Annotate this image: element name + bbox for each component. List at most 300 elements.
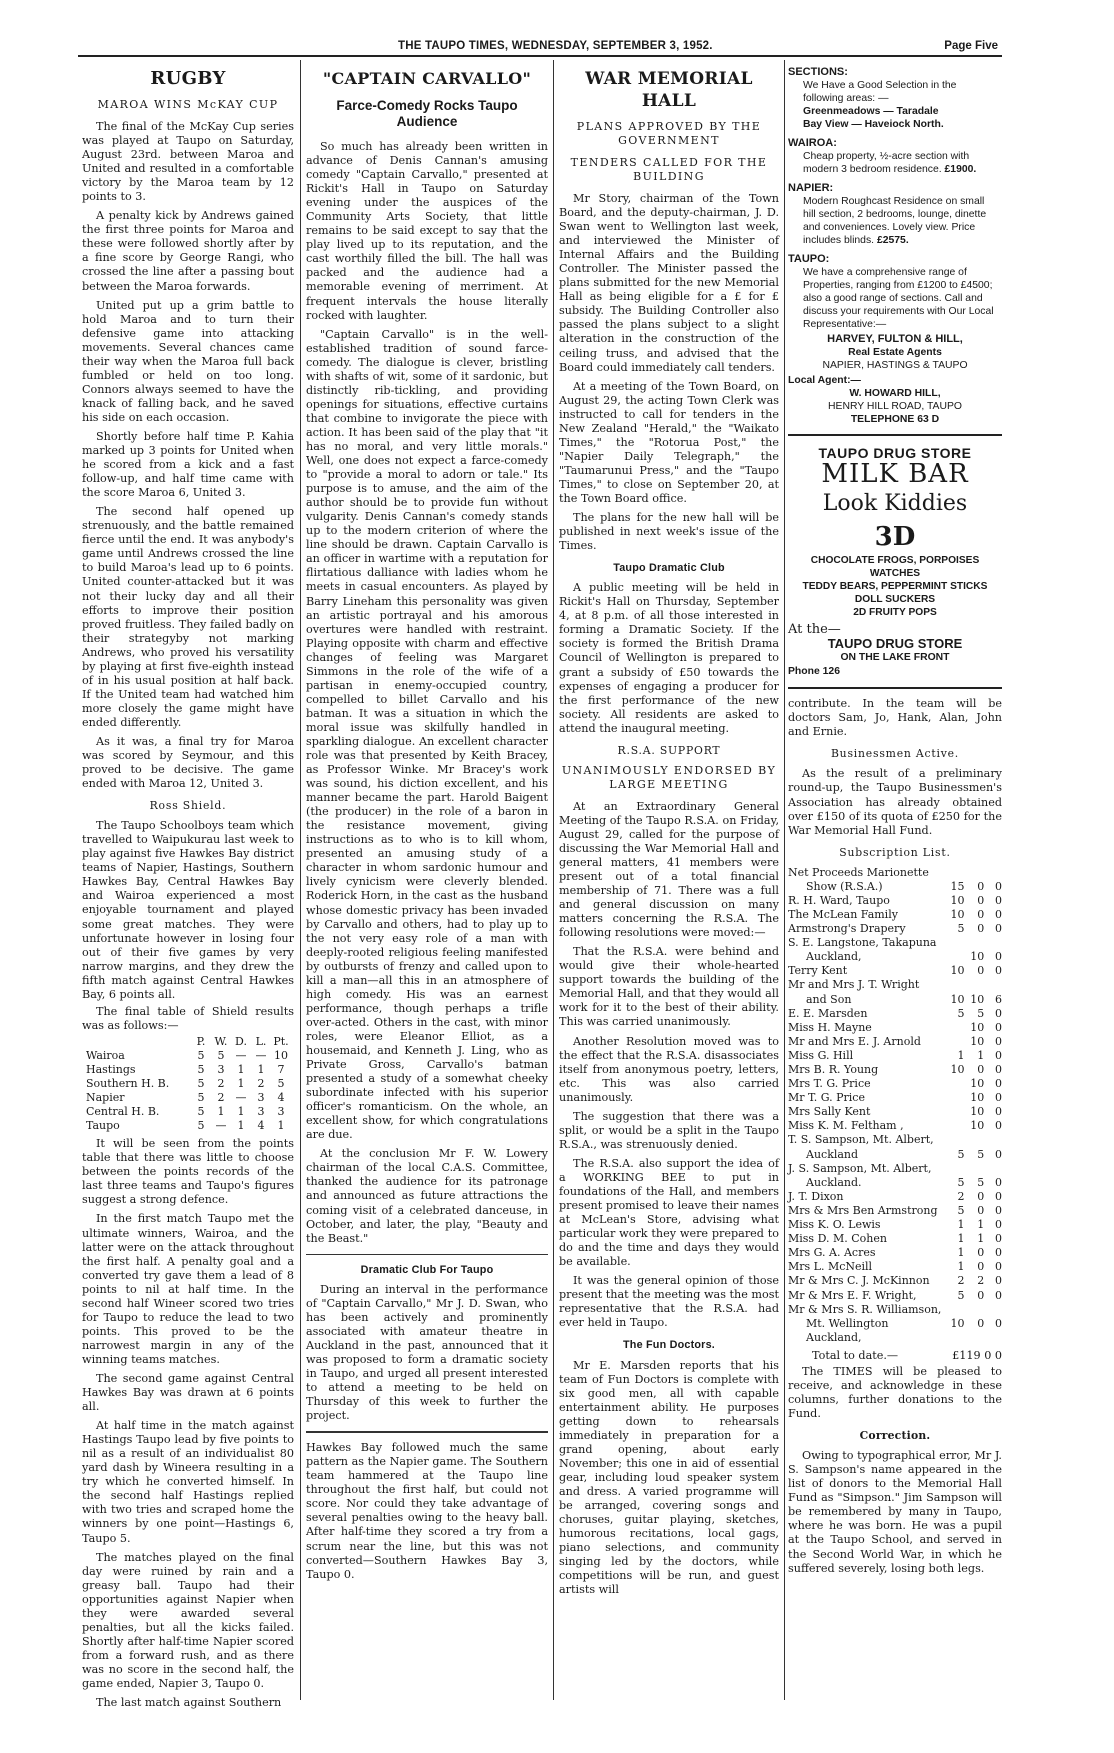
paragraph: A penalty kick by Andrews gained the first three points for Maroa and these were followed shortly after by a fine score by George Rangi, who crossed the line after a passing bout between the Maroa forwards. bbox=[82, 209, 294, 293]
table-cell: Mrs & Mrs Ben Armstrong bbox=[788, 1203, 938, 1217]
table-cell bbox=[984, 1133, 1002, 1147]
table-cell: 0 bbox=[977, 1063, 985, 1077]
ross-shield-heading: Ross Shield. bbox=[149, 799, 227, 813]
ad-firm-loc: NAPIER, HASTINGS & TAUPO bbox=[822, 360, 968, 371]
table-cell bbox=[945, 1162, 965, 1176]
ad-heading: SECTIONS: bbox=[788, 66, 848, 78]
table-cell: Mr T. G. Price bbox=[788, 1091, 865, 1105]
rsa-subhead: UNANIMOUSLY ENDORSED BY LARGE MEETING bbox=[561, 763, 777, 791]
ad-heading: WAIROA: bbox=[788, 137, 837, 149]
table-row bbox=[788, 1218, 1002, 1232]
table-row bbox=[788, 1133, 1002, 1147]
table-cell: 1 bbox=[217, 1105, 225, 1119]
table-row bbox=[788, 1176, 1002, 1190]
ad-agent-label: Local Agent:— bbox=[788, 375, 861, 386]
table-cell: 5 bbox=[957, 1147, 965, 1161]
table-cell: Miss H. Mayne bbox=[788, 1020, 872, 1034]
ad-price: £1900. bbox=[944, 164, 977, 175]
column-rugby bbox=[82, 62, 294, 1710]
table-cell: 0 bbox=[995, 964, 1002, 978]
table-cell: 0 bbox=[977, 1189, 985, 1203]
table-row bbox=[82, 1091, 291, 1105]
ad-text bbox=[788, 195, 1002, 247]
table-cell: 0 bbox=[995, 879, 1002, 893]
table-cell: — bbox=[255, 1048, 267, 1062]
paragraph: The TIMES will be pleased to receive, and acknowledge in these columns, further donations to the Fund. bbox=[788, 1364, 1002, 1421]
table-row bbox=[788, 1317, 1002, 1345]
table-cell: 1 bbox=[237, 1105, 245, 1119]
table-header-cell: L. bbox=[255, 1034, 267, 1048]
paragraph: The suggestion that there was a split, or would be a split in the Taupo R.S.A., was strenuously denied. bbox=[559, 1109, 779, 1151]
table-cell: The McLean Family bbox=[788, 907, 898, 921]
table-cell: 4 bbox=[277, 1091, 285, 1105]
table-header-cell: W. bbox=[214, 1034, 228, 1048]
table-cell: 5 bbox=[197, 1077, 205, 1091]
table-cell: 0 bbox=[995, 1063, 1002, 1077]
ad-at: At the— bbox=[788, 622, 841, 638]
carvallo-subhead: Farce-Comedy Rocks Taupo Audience bbox=[336, 98, 518, 129]
table-cell: 1 bbox=[957, 1232, 965, 1246]
table-header-cell: Pt. bbox=[273, 1034, 289, 1048]
table-cell: 1 bbox=[237, 1063, 245, 1076]
paragraph: During an interval in the performance of "Captain Carvallo," Mr J. D. Swan, who has been actively and prominently associated with amateur theatre in Auckland in the past, announced that it was proposed to form a dramatic society in Taupo, and urged all present interested to attend a meeting to be held on Thursday of this week to further the project. bbox=[306, 1282, 548, 1423]
paragraph: That the R.S.A. were behind and would give their whole-hearted support towards the building of the Memorial Hall, and that they would all work for it to the best of their ability. This was carried unanimously. bbox=[559, 945, 779, 1029]
table-cell: 0 bbox=[995, 1077, 1002, 1091]
shield-table bbox=[82, 1035, 291, 1133]
paragraph: As the result of a preliminary round-up, the Taupo Businessmen's Association has already obtained over £150 of its quota of £250 for the War Memorial Hall Fund. bbox=[788, 767, 1002, 837]
total-row bbox=[788, 1349, 1002, 1363]
table-cell: 0 bbox=[977, 1316, 985, 1330]
table-cell: 0 bbox=[995, 1232, 1002, 1246]
table-cell: Miss G. Hill bbox=[788, 1048, 854, 1062]
table-cell: 0 bbox=[995, 1091, 1002, 1105]
ad-text: We Have a Good Selection in the following areas: — bbox=[803, 80, 957, 104]
paragraph: The R.S.A. also support the idea of a WORKING BEE to put in foundations of the Hall, and members present promised to leave their names at McLean's Store, advising what particular work they were prepared to do and the time and days they would be available. bbox=[559, 1156, 779, 1269]
table-cell: Southern H. B. bbox=[86, 1077, 170, 1091]
table-cell: 2 bbox=[217, 1077, 225, 1091]
rugby-headline: RUGBY bbox=[150, 68, 226, 89]
table-cell: 2 bbox=[977, 1274, 985, 1288]
table-cell: Mr & Mrs C. J. McKinnon bbox=[788, 1274, 930, 1288]
subscription-list bbox=[788, 866, 1002, 1345]
total-value: £119 0 0 bbox=[952, 1348, 1002, 1362]
table-cell: 0 bbox=[977, 1260, 985, 1274]
table-cell: 10 bbox=[950, 1063, 965, 1077]
table-cell bbox=[945, 1077, 965, 1091]
rugby-body bbox=[82, 120, 294, 791]
table-row bbox=[788, 1091, 1002, 1105]
table-cell: Mr and Mrs E. J. Arnold bbox=[788, 1034, 921, 1048]
table-cell: 2 bbox=[957, 1189, 965, 1203]
table-cell: 5 bbox=[197, 1105, 205, 1119]
paragraph: As it was, a final try for Maroa was scored by Seymour, and this proved to be decisive. The game ended with Maroa 12, United 3. bbox=[82, 734, 294, 791]
table-cell: 10 bbox=[950, 893, 965, 907]
table-cell: 0 bbox=[977, 879, 985, 893]
table-cell: 5 bbox=[957, 1175, 965, 1189]
ad-text bbox=[788, 150, 1002, 176]
paragraph: The last match against Southern bbox=[96, 1696, 282, 1710]
table-cell: Mt. Wellington Auckland, bbox=[806, 1316, 889, 1344]
ad-line: DOLL SUCKERS bbox=[854, 594, 936, 606]
subscription-heading: Subscription List. bbox=[839, 845, 951, 859]
table-cell: 0 bbox=[995, 1020, 1002, 1034]
table-cell: Mr and Mrs J. T. Wright bbox=[788, 978, 920, 992]
ad-agent-addr: HENRY HILL ROAD, TAUPO bbox=[828, 401, 962, 412]
masthead-rule bbox=[78, 55, 1002, 57]
table-row bbox=[82, 1105, 291, 1119]
table-cell: 10 bbox=[970, 1077, 985, 1091]
paragraph: "Captain Carvallo" is in the well-established tradition of sound farce-comedy. The dialogue is clever, bristling with shafts of wit, some of it sardonic, but distinctly rib-tickling, and providing openings for situations, effective curtains that combine to invigorate the piece with action. It has been said of the play that "it has no moral, and very little morals." Well, one does not expect a farce-comedy to "provide a moral to adorn or tale." Its purpose is to amuse, and the aim of the author should be to provide fun without vulgarity. Denis Cannan's comedy stands up to the modern criterion of where the line should be drawn. Captain Carvallo is an officer in wartime with a reputation for flirtatious dalliance with ladies whom he meets in casual encounters. As played by Barry Lineham this personality was given an artistic portrayal and his amorous overtures were handled with restraint. Playing opposite with charm and effective changes of feeling was Margaret Simmons in the role of the wife of a partisan in enemy-occupied country, compelled to billet Carvallo and his batman. It was a situation in which the moral issue was skilfully handled in sparkling dialogue. An excellent character role was that presented by Keith Bracey, as Professor Winke. Mr Bracey's work was sound, his diction excellent, and his manner became the part. Harold Baigent (the producer) in the role of a baron in the resistance movement, giving instructions as to who is to kill whom, presented an amusing study of a character in whom sardonic humour and lively cynicism were cleverly blended. Roderick Horn, in the cast as the husband whose domestic privacy has been invaded by Carvallo and others, had to play up to the not very easy role of a man with deeply-rooted religious feeling manifested by outbursts of frenzy and called upon to kill a man—all this in an atmosphere of high comedy. His was an earnest performance, though perhaps a trifle over-acted. Others in the cast, with minor roles, were Eleanor Elliot, as a housemaid, and Kenneth J. Ling, who as Private Gross, Carvallo's batman presented a study of a somewhat cheeky subordinate infected with his superior officer's romanticism. On the whole, an excellent show, for which congratulations are due. bbox=[306, 327, 548, 1142]
table-cell: 10 bbox=[950, 964, 965, 978]
table-cell: 5 bbox=[197, 1063, 205, 1076]
table-cell: 0 bbox=[977, 1203, 985, 1217]
table-cell: 10 bbox=[950, 907, 965, 921]
table-cell: Mrs T. G. Price bbox=[788, 1077, 871, 1091]
table-cell: Terry Kent bbox=[788, 964, 848, 978]
ad-text: We have a comprehensive range of Properties, ranging from £1200 to £4500; also a good range of sections. Call and discuss your requirements with Our Local Representative:— bbox=[803, 267, 994, 330]
ad-agent-tel: TELEPHONE 63 D bbox=[850, 414, 940, 425]
paragraph: Mr Story, chairman of the Town Board, and the deputy-chairman, J. D. Swan went to Wellington last week, and interviewed the Minister of Internal Affairs and the Building Controller. The Minister passed the plans submitted for the new Memorial Hall as being eligible for a £ for £ subsidy. The Building Controller also passed the plans subject to a slight alteration in the construction of the ceiling truss, and advised that the Board could immediately call tenders. bbox=[559, 192, 779, 374]
drug-store-ad bbox=[788, 434, 1002, 689]
table-cell bbox=[945, 936, 965, 950]
table-row bbox=[788, 1232, 1002, 1246]
table-row bbox=[788, 1303, 1002, 1317]
table-cell bbox=[945, 950, 965, 964]
table-cell: 3 bbox=[257, 1091, 265, 1105]
table-row bbox=[788, 908, 1002, 922]
section-divider bbox=[306, 1254, 548, 1255]
table-cell: Mrs L. McNeill bbox=[788, 1260, 873, 1274]
table-cell: 2 bbox=[217, 1091, 225, 1105]
paragraph: The final of the McKay Cup series was played at Taupo on Saturday, August 23rd. between Maroa and United and resulted in a comfortable victory by the Maroa team by 12 points to 3. bbox=[82, 120, 294, 204]
table-row bbox=[788, 1119, 1002, 1133]
table-row bbox=[788, 1162, 1002, 1176]
war-hall-headline: WAR MEMORIAL HALL bbox=[585, 69, 753, 111]
table-cell: Mr & Mrs S. R. Williamson, bbox=[788, 1302, 942, 1316]
table-row bbox=[788, 1049, 1002, 1063]
taupo-dramatic-club-heading: Taupo Dramatic Club bbox=[613, 562, 725, 575]
table-cell: 10 bbox=[970, 1105, 985, 1119]
table-cell bbox=[945, 978, 965, 992]
war-hall-subhead: PLANS APPROVED BY THE GOVERNMENT bbox=[576, 120, 762, 147]
column-rule bbox=[300, 60, 301, 1700]
table-cell: 0 bbox=[977, 907, 985, 921]
table-cell: 1 bbox=[957, 1218, 965, 1232]
table-cell bbox=[984, 978, 1002, 992]
table-cell: J. T. Dixon bbox=[788, 1189, 844, 1203]
table-cell: 1 bbox=[957, 1246, 965, 1260]
table-cell bbox=[984, 1303, 1002, 1317]
table-cell: 5 bbox=[277, 1077, 285, 1091]
table-cell: Hastings bbox=[86, 1063, 136, 1076]
table-cell: 0 bbox=[995, 1105, 1002, 1119]
paragraph: Mr E. Marsden reports that his team of Fun Doctors is complete with six good men, all with capable entertainment ability. He purposes getting down to rehearsals immediately in preparation for a grand opening, about early November; this one in aid of essential gear, including loud speaker system and dress. A varied programme will be arranged, covering songs and choruses, guitar playing, sketches, humorous recitations, local gags, piano selections, and community singing led by the doctors, while competitions will be run, and guest artists will bbox=[559, 1358, 779, 1597]
real-estate-ad bbox=[788, 66, 1002, 426]
table-cell: T. S. Sampson, Mt. Albert, bbox=[788, 1133, 934, 1147]
table-cell: 5 bbox=[977, 1006, 985, 1020]
table-cell: 1 bbox=[277, 1119, 285, 1133]
businessmen-heading: Businessmen Active. bbox=[830, 747, 960, 761]
table-cell: 10 bbox=[970, 1119, 985, 1133]
table-row bbox=[788, 1289, 1002, 1303]
ad-store-2: TAUPO DRUG STORE bbox=[827, 636, 963, 652]
table-row bbox=[788, 1035, 1002, 1049]
table-row bbox=[788, 1063, 1002, 1077]
paragraph: The Taupo Schoolboys team which travelled to Waipukurau last week to play against five Hawkes Bay district teams of Napier, Hastings, Southern Hawkes Bay, Central Hawkes Bay and Wairoa experienced a most enjoyable tournament and played some great matches. They were unfortunate however in losing four out of their five games by very narrow margins, and they drew the fifth match against Central Hawkes Bay, 6 points all. bbox=[82, 819, 294, 1001]
paragraph: The final table of Shield results was as follows:— bbox=[82, 1004, 294, 1032]
ad-text: Modern Roughcast Residence on small hill section, 2 bedrooms, lounge, dinette and conveniences. Lovely view. Price includes blinds. bbox=[803, 196, 987, 246]
table-cell: 3 bbox=[277, 1105, 285, 1119]
ad-heading: NAPIER: bbox=[788, 182, 834, 194]
table-cell bbox=[945, 1303, 965, 1317]
table-cell: 10 bbox=[950, 1316, 965, 1330]
table-cell bbox=[965, 978, 985, 992]
paragraph: At an Extraordinary General Meeting of the Taupo R.S.A. on Friday, August 29, called for the purpose of discussing the War Memorial Hall and general matters, 41 members were present out of a total financial membership of 71. There was a full and general discussion on many matters concerning the R.S.A. The following resolutions were moved:— bbox=[559, 799, 779, 940]
table-cell: 0 bbox=[995, 1246, 1002, 1260]
table-cell: Central H. B. bbox=[86, 1105, 160, 1119]
rsa-support-heading: R.S.A. SUPPORT bbox=[617, 743, 721, 757]
table-cell bbox=[945, 1035, 965, 1049]
ad-kiddies: Look Kiddies bbox=[822, 491, 968, 517]
table-cell: Show (R.S.A.) bbox=[806, 879, 883, 893]
table-cell: 0 bbox=[995, 1048, 1002, 1062]
table-row bbox=[788, 1021, 1002, 1035]
table-row bbox=[788, 1077, 1002, 1091]
table-cell: 0 bbox=[995, 1203, 1002, 1217]
table-cell: 0 bbox=[977, 1288, 985, 1302]
table-row bbox=[788, 866, 1002, 880]
ad-phone: Phone 126 bbox=[788, 666, 840, 678]
table-cell: 2 bbox=[957, 1274, 965, 1288]
paragraph: It will be seen from the points table that there was little to choose between the points records of the last three teams and Taupo's figures suggest a strong defence. bbox=[82, 1137, 294, 1207]
table-row bbox=[788, 1148, 1002, 1162]
table-cell: Mrs G. A. Acres bbox=[788, 1246, 876, 1260]
shield-table-header bbox=[82, 1035, 291, 1049]
table-cell: 1 bbox=[237, 1077, 245, 1091]
table-cell: 0 bbox=[995, 950, 1002, 964]
table-cell: — bbox=[235, 1091, 247, 1105]
table-cell: 1 bbox=[957, 1260, 965, 1274]
table-cell: 10 bbox=[970, 1034, 985, 1048]
table-row bbox=[788, 950, 1002, 964]
table-row bbox=[788, 993, 1002, 1007]
table-cell: 7 bbox=[277, 1063, 285, 1076]
table-cell bbox=[965, 1162, 985, 1176]
table-cell: Auckland. bbox=[806, 1175, 862, 1189]
table-cell: 10 bbox=[950, 992, 965, 1006]
column-ads-subscriptions bbox=[788, 62, 1002, 1702]
column-rule bbox=[784, 60, 785, 1700]
paragraph: Owing to typographical error, Mr J. S. Sampson's name appeared in the list of donors to the Memorial Hall Fund as "Simpson." Jim Sampson will be remembered by many in Taupo, where he was born. He was a pupil at the Taupo School, and served in the Second World War, in which he suffered severely, losing both legs. bbox=[788, 1449, 1002, 1575]
table-cell: 0 bbox=[995, 922, 1002, 936]
paragraph: United put up a grim battle to hold Maroa and to turn their defensive game into attacking movements. Several chances came their way when the Maroa full back fumbled or held on too long. Connors always seemed to have the knack of falling back, and he saved his side on each occasion. bbox=[82, 298, 294, 424]
ad-store: TAUPO DRUG STORE bbox=[818, 445, 972, 461]
table-header-cell: P. bbox=[196, 1034, 206, 1048]
dramatic-club-heading: Dramatic Club For Taupo bbox=[360, 1263, 494, 1276]
table-cell bbox=[965, 866, 985, 880]
paragraph: The second half opened up strenuously, and the battle remained fierce until the end. It was anybody's game until Andrews crossed the line to build Maroa's lead up to 6 points. United counter-attacked but it was not their lucky day and all their efforts to improve their position proved fruitless. They failed badly on their strategyby not marking Andrews, who proved his versatility by playing at first five-eighth instead of in his usual position at half back. If the United team had watched him more closely the game might have ended differently. bbox=[82, 505, 294, 729]
table-row bbox=[788, 922, 1002, 936]
table-cell: S. E. Langstone, Takapuna bbox=[788, 936, 937, 950]
table-cell: 2 bbox=[257, 1077, 265, 1091]
column-rule bbox=[553, 60, 554, 1700]
table-cell: 5 bbox=[197, 1048, 205, 1062]
table-cell: 5 bbox=[957, 922, 965, 936]
table-cell: 10 bbox=[970, 950, 985, 964]
table-cell: Miss D. M. Cohen bbox=[788, 1232, 887, 1246]
table-cell: 0 bbox=[995, 1006, 1002, 1020]
table-cell bbox=[965, 1303, 985, 1317]
table-row bbox=[788, 936, 1002, 950]
table-cell bbox=[945, 1105, 965, 1119]
table-cell: 6 bbox=[995, 992, 1002, 1006]
fun-doctors-heading: The Fun Doctors. bbox=[623, 1339, 715, 1352]
table-row bbox=[82, 1077, 291, 1091]
table-cell: Taupo bbox=[86, 1119, 120, 1133]
paragraph: The second game against Central Hawkes Bay was drawn at 6 points all. bbox=[82, 1371, 294, 1414]
fun-doctors-continued bbox=[788, 697, 1002, 1575]
table-cell: 0 bbox=[977, 922, 985, 936]
table-cell: 5 bbox=[197, 1091, 205, 1105]
table-cell: Miss K. M. Feltham , bbox=[788, 1119, 904, 1133]
paragraph: At a meeting of the Town Board, on August 29, the acting Town Clerk was instructed to call for tenders in the New Zealand "Herald," the "Waikato Times," the "Rotorua Post," the "Napier Daily Telegraph," the "Taumarunui Press," and the "Taupo Times," to close on September 20, at the Town Board office. bbox=[559, 379, 779, 505]
masthead bbox=[80, 38, 1000, 56]
ad-agent: W. HOWARD HILL, bbox=[849, 388, 941, 399]
ad-line: WATCHES bbox=[869, 568, 921, 580]
column-war-memorial-hall bbox=[559, 62, 779, 1702]
ad-line: 2D FRUITY POPS bbox=[853, 607, 937, 619]
subscription-rows bbox=[788, 866, 1002, 1345]
table-row bbox=[788, 1246, 1002, 1260]
table-cell: 1 bbox=[237, 1119, 245, 1133]
ad-line: CHOCOLATE FROGS, PORPOISES bbox=[810, 555, 980, 567]
table-cell: 5 bbox=[197, 1119, 205, 1133]
paragraph: A public meeting will be held in Rickit's Hall on Thursday, September 4, at 8 p.m. of all those interested in forming a Dramatic Society. If the society is formed the British Drama Council of Wellington is prepared to grant a subsidy of £50 towards the expenses of engaging a producer for the first performance of the new society. All residents are asked to attend the inaugural meeting. bbox=[559, 581, 779, 735]
table-cell: Auckland bbox=[806, 1147, 859, 1161]
table-row bbox=[788, 1204, 1002, 1218]
table-cell: 3 bbox=[257, 1105, 265, 1119]
table-cell: 0 bbox=[995, 1274, 1002, 1288]
table-cell bbox=[965, 1133, 985, 1147]
table-cell bbox=[945, 1119, 965, 1133]
table-cell: Mrs B. R. Young bbox=[788, 1063, 879, 1077]
paragraph: Hawkes Bay followed much the same pattern as the Napier game. The Southern team hammered at the Taupo line throughout the first half, but could not score. Nor could they take advantage of several penalties owing to the heavy ball. After half-time they scored a try from a scrum near the line, but this was not converted—Southern Hawkes Bay 3, Taupo 0. bbox=[306, 1441, 548, 1581]
table-cell: 1 bbox=[257, 1063, 265, 1076]
paragraph: So much has already been written in advance of Denis Cannan's amusing comedy "Captain Carvallo," presented at Rickit's Hall in Taupo on Saturday evening under the auspices of the Community Arts Society, that little remains to be said except to say that the play lived up to its reputation, and the cast worthily filled the bill. The hall was packed and the audience had a memorable evening of merriment. At frequent intervals the house literally rocked with laughter. bbox=[306, 140, 548, 322]
paragraph: At half time in the match against Hastings Taupo lead by five points to nil as a result of an individualist 80 yard dash by Wineera resulting in a try which he converted himself. In the second half Hastings replied with two tries and scraped home the winners by one point—Hastings 6, Taupo 5. bbox=[82, 1419, 294, 1545]
correction-heading: Correction. bbox=[859, 1429, 931, 1443]
table-cell: Napier bbox=[86, 1091, 125, 1105]
masthead-title: THE TAUPO TIMES, WEDNESDAY, SEPTEMBER 3, 1952. bbox=[398, 40, 713, 52]
table-cell bbox=[945, 866, 965, 880]
table-cell: 5 bbox=[957, 1288, 965, 1302]
table-cell: 0 bbox=[995, 1119, 1002, 1133]
table-cell: 0 bbox=[995, 893, 1002, 907]
table-row bbox=[788, 1190, 1002, 1204]
table-cell: Mrs Sally Kent bbox=[788, 1105, 871, 1119]
table-row bbox=[788, 978, 1002, 992]
table-cell: 1 bbox=[977, 1218, 985, 1232]
carvallo-headline: "CAPTAIN CARVALLO" bbox=[322, 69, 532, 88]
table-cell bbox=[945, 1021, 965, 1035]
table-cell: 5 bbox=[957, 1006, 965, 1020]
table-cell: E. E. Marsden bbox=[788, 1006, 868, 1020]
table-cell: 0 bbox=[995, 1147, 1002, 1161]
table-row bbox=[788, 880, 1002, 894]
paragraph: It was the general opinion of those present that the meeting was the most representative that the R.S.A. had ever held in Taupo. bbox=[559, 1274, 779, 1330]
table-cell: Net Proceeds Marionette bbox=[788, 865, 929, 879]
ad-price: £2575. bbox=[876, 235, 909, 246]
ad-milk-bar: MILK BAR bbox=[821, 459, 969, 490]
table-cell: Auckland, bbox=[806, 950, 862, 964]
total-label: Total to date.— bbox=[812, 1348, 899, 1362]
table-row bbox=[82, 1049, 291, 1063]
table-cell bbox=[945, 1133, 965, 1147]
column-carvallo bbox=[306, 62, 548, 1702]
table-cell: Miss K. O. Lewis bbox=[788, 1218, 881, 1232]
paragraph: Another Resolution moved was to the effect that the R.S.A. disassociates itself from anonymous poetry, letters, etc. This was also carried unanimously. bbox=[559, 1034, 779, 1104]
table-cell: 0 bbox=[977, 964, 985, 978]
paragraph: The plans for the new hall will be published in next week's issue of the Times. bbox=[559, 511, 779, 553]
table-cell: 5 bbox=[977, 1147, 985, 1161]
ad-text: Greenmeadows — Taradale bbox=[803, 106, 939, 117]
table-cell: 0 bbox=[995, 1175, 1002, 1189]
paragraph: At the conclusion Mr F. W. Lowery chairman of the local C.A.S. Committee, thanked the audience for its patronage and announced as future attractions the coming visit of a celebrated danceuse, in October, and later, the play, "Beauty and the Beast." bbox=[306, 1147, 548, 1245]
table-cell: 10 bbox=[970, 1020, 985, 1034]
table-cell bbox=[984, 936, 1002, 950]
table-cell: Mr & Mrs E. F. Wright, bbox=[788, 1288, 917, 1302]
table-cell: 10 bbox=[970, 992, 985, 1006]
table-row bbox=[788, 1260, 1002, 1274]
table-cell: 0 bbox=[995, 1316, 1002, 1330]
table-row bbox=[788, 964, 1002, 978]
table-cell: 0 bbox=[995, 907, 1002, 921]
table-row bbox=[788, 1105, 1002, 1119]
table-cell: Wairoa bbox=[86, 1048, 125, 1062]
table-row bbox=[788, 1007, 1002, 1021]
ad-line: TEDDY BEARS, PEPPERMINT STICKS bbox=[802, 581, 988, 593]
table-cell: 10 bbox=[274, 1048, 288, 1062]
table-row bbox=[788, 1274, 1002, 1288]
table-cell: 10 bbox=[970, 1091, 985, 1105]
ad-lake-front: ON THE LAKE FRONT bbox=[840, 652, 950, 664]
section-divider bbox=[306, 1431, 548, 1433]
table-cell bbox=[984, 866, 1002, 880]
ad-firm: HARVEY, FULTON & HILL, bbox=[827, 333, 963, 345]
paragraph: contribute. In the team will be doctors Sam, Jo, Hank, Alan, John and Ernie. bbox=[788, 697, 1002, 739]
table-cell: 1 bbox=[977, 1048, 985, 1062]
table-row bbox=[788, 894, 1002, 908]
table-cell: R. H. Ward, Taupo bbox=[788, 893, 890, 907]
ad-heading: TAUPO: bbox=[788, 253, 830, 265]
table-cell bbox=[984, 1162, 1002, 1176]
table-cell: 0 bbox=[995, 1189, 1002, 1203]
table-cell: 0 bbox=[995, 1288, 1002, 1302]
rugby-subhead: MAROA WINS McKAY CUP bbox=[97, 98, 279, 111]
table-cell: 5 bbox=[977, 1175, 985, 1189]
paragraph: The matches played on the final day were ruined by rain and a greasy ball. Taupo had their opportunities against Napier when they were awarded several penalties, but all the kicks failed. Shortly after half-time Napier scored from a forward rush, and as there was no score in the second half, the game ended, Napier 3, Taupo 0. bbox=[82, 1550, 294, 1690]
table-row bbox=[82, 1119, 291, 1133]
table-cell: 1 bbox=[957, 1048, 965, 1062]
paragraph: In the first match Taupo met the ultimate winners, Wairoa, and the latter were on the attack throughout the first half. A penalty goal and a converted try gave them a lead of 8 points to nil at half time. In the second half Wineer scored two tries for Taupo to reduce the lead to two points. This proved to be the narrowest margin in any of the winning teams matches. bbox=[82, 1212, 294, 1366]
table-cell: — bbox=[215, 1119, 227, 1133]
table-cell: 5 bbox=[957, 1203, 965, 1217]
table-cell: 0 bbox=[995, 1034, 1002, 1048]
ad-price: 3D bbox=[874, 522, 916, 553]
table-cell: 3 bbox=[217, 1063, 225, 1076]
table-row bbox=[82, 1063, 291, 1077]
table-cell: 5 bbox=[217, 1048, 225, 1062]
